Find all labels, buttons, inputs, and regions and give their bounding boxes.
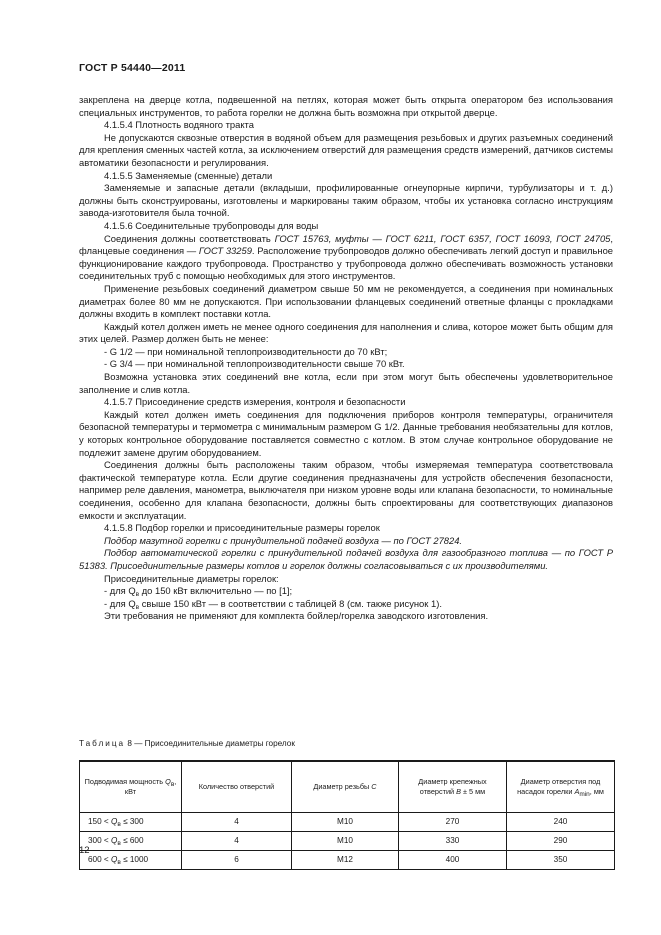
- body-text: [79, 94, 613, 623]
- header-nozzle-opening: [507, 761, 615, 812]
- table-caption-text: 8 — Присоединительные диаметры горелок: [125, 739, 295, 748]
- subscript: в: [117, 840, 121, 847]
- paragraph: Эти требования не применяют для комплекта бойлер/горелка заводского изготовления.: [104, 610, 489, 622]
- text-run: Соединения должны соответствовать: [104, 232, 275, 244]
- paragraph: Не допускаются сквозные отверстия в водяной объем для размещения резьбовых и других разъемных соединений для крепления сменных частей котла, за исключением отверстий для размещения средств измерений, датчиков системы автоматики безопасности и регулирования.: [79, 131, 613, 168]
- standard-reference: ГОСТ 33259: [198, 245, 252, 257]
- cell-holes: 4: [182, 831, 292, 850]
- cell-text: 300 <: [88, 836, 111, 845]
- paragraph: Подбор автоматической горелки с принудительной подачей воздуха для газообразного топлива — по ГОСТ Р 51383. Присоединительные размеры котлов и горелок должны согласовываться с их производителями.: [79, 547, 613, 571]
- cell-thread: M10: [292, 831, 399, 850]
- cell-holes: 4: [182, 812, 292, 831]
- text-run: свыше 150 кВт — в соответствии с таблицей 8 (см. также рисунок 1).: [139, 597, 442, 609]
- cell-holes: 6: [182, 850, 292, 869]
- header-symbol: A: [574, 786, 580, 796]
- cell-text: 600 <: [88, 855, 111, 864]
- section-heading: 4.1.5.8 Подбор горелки и присоединительные размеры горелок: [104, 522, 380, 534]
- table-header-row: [80, 761, 615, 812]
- section-heading: 4.1.5.4 Плотность водяного тракта: [104, 119, 254, 131]
- list-item: [79, 585, 613, 598]
- text-run: , фланцевые соединения —: [79, 232, 613, 257]
- cell-symbol: Q: [111, 817, 118, 826]
- page-number: 12: [79, 845, 90, 856]
- paragraph: [79, 233, 613, 283]
- header-symbol: B: [456, 786, 461, 796]
- cell-nozzle: 350: [507, 850, 615, 869]
- header-text: Диаметр крепежных отверстий: [418, 776, 487, 796]
- document-header: ГОСТ Р 54440—2011: [79, 62, 186, 74]
- paragraph: Каждый котел должен иметь соединения для подключения приборов контроля температуры, ограничителя безопасной температуры и термометра с минимальным размером G 1/2. Данные требования необязательны для котлов, у которых контрольное оборудование поставляется совместно с котлом. В этом случае контрольное оборудование не подлежит замене другим оборудованием.: [79, 408, 613, 458]
- cell-thread: M12: [292, 850, 399, 869]
- header-power: [80, 761, 182, 812]
- text-run: . Расположение трубопроводов должно обеспечивать легкий доступ и правильное функционирование каждого трубопровода. Пространство у трубопровода должно обеспечивать возможность установки соединительных труб с помощью необходимых для этого инструментов.: [79, 245, 613, 282]
- subscript: в: [170, 780, 175, 788]
- header-thread-diameter: [292, 761, 399, 812]
- paragraph: Подбор мазутной горелки с принудительной подачей воздуха — по ГОСТ 27824.: [104, 534, 463, 546]
- cell-power: [80, 850, 182, 869]
- paragraph: Применение резьбовых соединений диаметром свыше 50 мм не рекомендуется, а соединения при номинальных диаметрах более 80 мм не допускаются. При использовании фланцевых соединений ответные фланцы с прокладками должны входить в комплект поставки котла.: [79, 282, 613, 320]
- header-fixing-holes: [399, 761, 507, 812]
- subscript: в: [135, 591, 140, 599]
- table-caption-label: Таблица: [79, 739, 126, 748]
- table-row: [80, 850, 615, 869]
- paragraph: закреплена на дверце котла, подвешенной на петлях, которая может быть открыта оператором без использования специальных инструментов, то работа горелки не должна быть возможна при открытой дверце.: [79, 94, 613, 118]
- list-item: [79, 598, 613, 611]
- subscript: в: [117, 859, 121, 866]
- paragraph: Возможна установка этих соединений вне котла, если при этом могут быть обеспечены удовлетворительное заполнение и слив котла.: [79, 371, 613, 395]
- cell-symbol: Q: [111, 855, 118, 864]
- table-row: [80, 831, 615, 850]
- standard-reference: ГОСТ 15763, муфты — ГОСТ 6211, ГОСТ 6357, ГОСТ 16093, ГОСТ 24705: [274, 232, 611, 244]
- header-symbol: Q: [165, 776, 171, 786]
- section-heading: 4.1.5.6 Соединительные трубопроводы для воды: [104, 219, 319, 231]
- paragraph: Заменяемые и запасные детали (вкладыши, профилированные огнеупорные кирпичи, турбулизаторы и т. д.) должны быть сконструированы, изготовлены и маркированы таким образом, чтобы их установка согласно инструкциям завода-изготовителя была точной.: [79, 182, 613, 219]
- table-caption: [79, 739, 295, 748]
- paragraph: Соединения должны быть расположены таким образом, чтобы измеряемая температура соответствовала фактической температуре котла. Если другие соединения предназначены для устройств обеспечения безопасности, например реле давления, манометра, выключателя при низком уровне воды или клапана безопасности, то номинальные соединения, особенно для клапана безопасности, должны быть спроектированы для соответствующих диапазонов емкости и эксплуатации.: [79, 459, 613, 521]
- header-text: Диаметр отверстия под насадок горелки: [517, 776, 601, 796]
- subscript: в: [117, 821, 121, 828]
- header-text: ± 5 мм: [461, 786, 486, 796]
- cell-text: ≤ 1000: [120, 855, 149, 864]
- list-item: - G 1/2 — при номинальной теплопроизводительности до 70 кВт;: [104, 345, 388, 357]
- header-text: , кВт: [124, 776, 177, 796]
- list-item: - G 3/4 — при номинальной теплопроизводительности свыше 70 кВт.: [104, 358, 405, 370]
- burner-diameters-table: [79, 760, 615, 870]
- text-run: - для Q: [104, 585, 136, 597]
- cell-power: [80, 812, 182, 831]
- header-text: , мм: [589, 786, 604, 796]
- cell-fixing: 330: [399, 831, 507, 850]
- cell-power: [80, 831, 182, 850]
- cell-fixing: 270: [399, 812, 507, 831]
- cell-text: 150 <: [88, 817, 111, 826]
- subscript: min: [579, 790, 590, 798]
- cell-nozzle: 240: [507, 812, 615, 831]
- paragraph: Каждый котел должен иметь не менее одного соединения для наполнения и слива, которое может быть общим для этих целей. Размер должен быть не менее:: [79, 320, 613, 345]
- cell-text: ≤ 300: [120, 817, 144, 826]
- cell-fixing: 400: [399, 850, 507, 869]
- header-symbol: C: [371, 781, 377, 791]
- header-hole-count: Количество отверстий: [182, 761, 292, 812]
- text-run: - для Q: [104, 597, 136, 609]
- section-heading: 4.1.5.7 Присоединение средств измерения, контроля и безопасности: [104, 396, 406, 408]
- header-text: Подводимая мощность: [84, 776, 166, 786]
- header-text: Диаметр резьбы: [313, 781, 372, 791]
- section-heading: 4.1.5.5 Заменяемые (сменные) детали: [104, 169, 273, 181]
- cell-thread: M10: [292, 812, 399, 831]
- table-row: [80, 812, 615, 831]
- cell-text: ≤ 600: [120, 836, 144, 845]
- cell-nozzle: 290: [507, 831, 615, 850]
- text-run: до 150 кВт включительно — по [1];: [139, 585, 293, 597]
- cell-symbol: Q: [111, 836, 118, 845]
- paragraph: Присоединительные диаметры горелок:: [104, 572, 279, 584]
- subscript: в: [135, 603, 140, 611]
